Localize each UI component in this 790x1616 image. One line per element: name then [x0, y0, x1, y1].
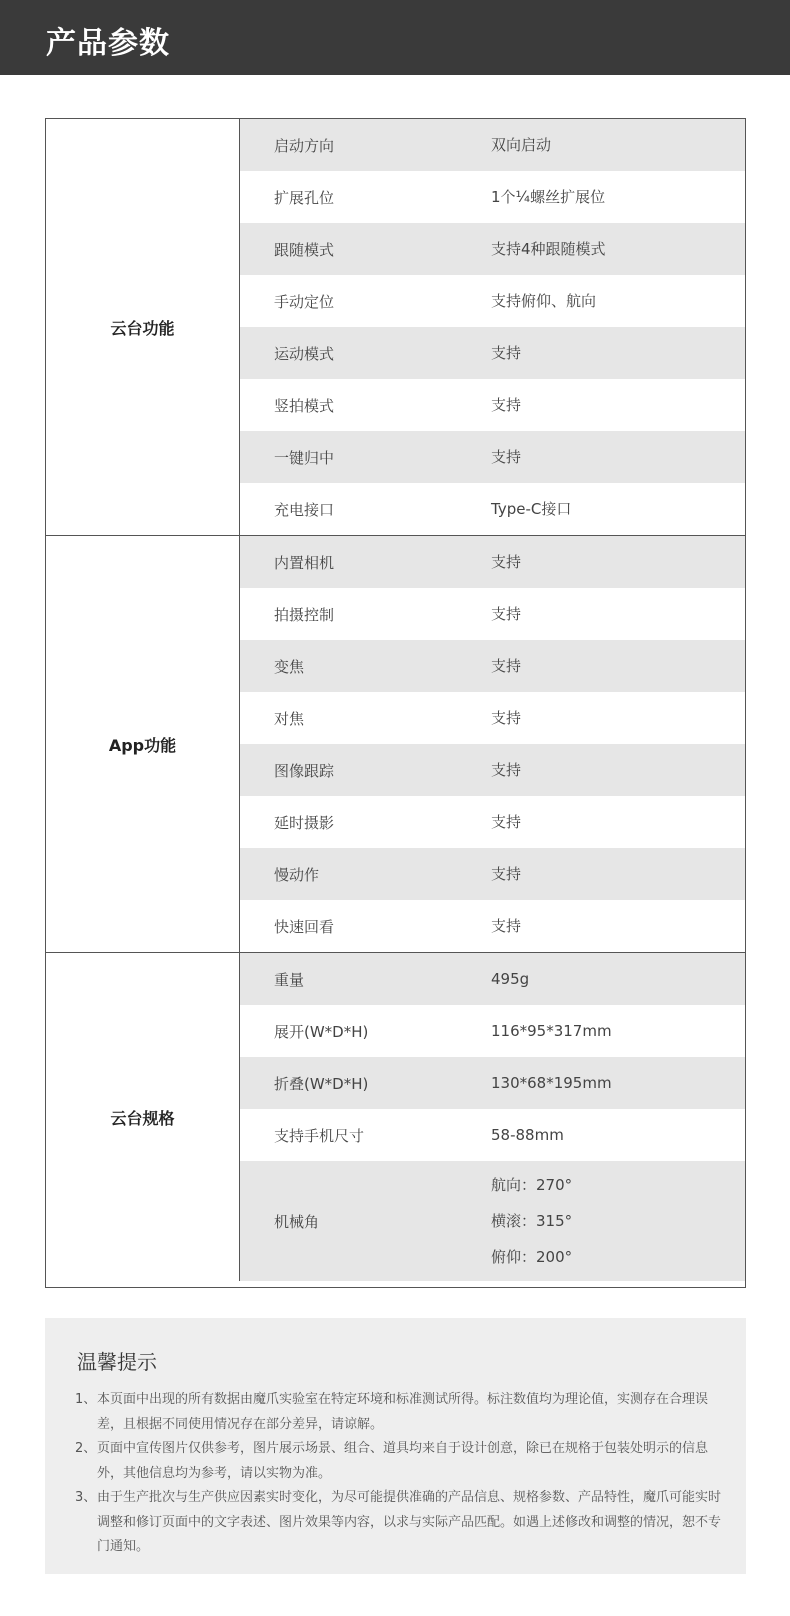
note-number: 3、	[75, 1490, 97, 1505]
note-text: 本页面中出现的所有数据由魔爪实验室在特定环境和标准测试所得。标注数值均为理论值，实测存在合理误差，且根据不同使用情况存在部分差异，请谅解。	[97, 1392, 709, 1432]
category-label: 云台功能	[110, 318, 175, 338]
spec-value-line: 116*95*317mm	[491, 1022, 612, 1040]
spec-name: 变焦	[274, 657, 305, 676]
spec-value-line: 支持	[491, 657, 522, 675]
spec-row	[240, 119, 745, 171]
spec-value	[491, 848, 521, 900]
spec-value	[491, 1057, 612, 1109]
spec-value-line: 俯仰：200°	[491, 1248, 573, 1266]
spec-value-line: 双向启动	[491, 136, 552, 154]
page-header	[0, 0, 790, 75]
spec-value	[491, 1161, 572, 1281]
page-title: 产品参数	[46, 26, 170, 61]
spec-value-line: 支持	[491, 553, 522, 571]
notes-panel	[45, 1318, 746, 1574]
spec-value	[491, 119, 551, 171]
spec-row	[240, 171, 745, 223]
spec-rows	[240, 536, 745, 952]
spec-value-line: 支持	[491, 917, 522, 935]
spec-name: 一键归中	[274, 448, 335, 467]
category-cell	[46, 536, 240, 952]
spec-value-line: 支持	[491, 448, 522, 466]
spec-value	[491, 640, 521, 692]
spec-name: 延时摄影	[274, 813, 335, 832]
spec-value	[491, 1109, 564, 1161]
spec-name: 支持手机尺寸	[274, 1126, 365, 1145]
spec-row	[240, 1161, 745, 1281]
spec-value-line: 支持	[491, 709, 522, 727]
spec-row	[240, 223, 745, 275]
spec-value-line: 支持	[491, 396, 522, 414]
spec-row	[240, 953, 745, 1005]
spec-value-line: 1个¼螺丝扩展位	[491, 188, 606, 206]
spec-value	[491, 1005, 612, 1057]
spec-row	[240, 1057, 745, 1109]
spec-row	[240, 483, 745, 535]
spec-name: 手动定位	[274, 292, 335, 311]
spec-value-line: 航向：270°	[491, 1176, 573, 1194]
spec-row	[240, 588, 745, 640]
spec-name: 竖拍模式	[274, 396, 335, 415]
spec-value	[491, 379, 521, 431]
spec-table	[45, 118, 746, 1288]
spec-name: 快速回看	[274, 917, 335, 936]
spec-name: 图像跟踪	[274, 761, 335, 780]
spec-value	[491, 900, 521, 952]
spec-rows	[240, 119, 745, 535]
spec-name: 运动模式	[274, 344, 335, 363]
spec-value	[491, 327, 521, 379]
spec-row	[240, 275, 745, 327]
spec-name: 慢动作	[274, 865, 320, 884]
spec-name: 跟随模式	[274, 240, 335, 259]
spec-section	[46, 119, 745, 535]
notes-list	[75, 1388, 723, 1560]
spec-value-line: 横滚：315°	[491, 1212, 573, 1230]
spec-value	[491, 275, 596, 327]
spec-row	[240, 796, 745, 848]
spec-value-line: 支持	[491, 813, 522, 831]
spec-section	[46, 952, 745, 1281]
spec-value-line: 130*68*195mm	[491, 1074, 612, 1092]
spec-value-line: 支持俯仰、航向	[491, 292, 597, 310]
spec-value-line: 支持	[491, 865, 522, 883]
notes-title: 温馨提示	[77, 1350, 157, 1374]
spec-value-line: 支持	[491, 344, 522, 362]
spec-value-line: Type-C接口	[491, 500, 572, 518]
spec-value	[491, 744, 521, 796]
note-number: 1、	[75, 1392, 97, 1407]
spec-row	[240, 536, 745, 588]
spec-value-line: 495g	[491, 970, 530, 988]
category-cell	[46, 953, 240, 1281]
spec-row	[240, 744, 745, 796]
category-cell	[46, 119, 240, 535]
spec-row	[240, 1109, 745, 1161]
note-text: 由于生产批次与生产供应因素实时变化，为尽可能提供准确的产品信息、规格参数、产品特性，魔爪可能实时调整和修订页面中的文字表述、图片效果等内容，以求与实际产品匹配。如遇上述修改和调整的情况，恕不专门通知。	[97, 1490, 722, 1554]
category-label: App功能	[108, 735, 177, 755]
spec-row	[240, 692, 745, 744]
spec-value	[491, 483, 571, 535]
spec-name: 重量	[274, 970, 305, 989]
category-label: 云台规格	[110, 1108, 175, 1128]
spec-value	[491, 692, 521, 744]
spec-row	[240, 900, 745, 952]
spec-value	[491, 588, 521, 640]
spec-value-line: 支持	[491, 605, 522, 623]
spec-name: 内置相机	[274, 553, 335, 572]
spec-rows	[240, 953, 745, 1281]
spec-name: 机械角	[274, 1212, 320, 1231]
spec-name: 启动方向	[274, 136, 335, 155]
note-item	[75, 1437, 723, 1486]
spec-value	[491, 953, 529, 1005]
spec-value	[491, 796, 521, 848]
spec-value	[491, 536, 521, 588]
spec-row	[240, 848, 745, 900]
spec-value-line: 58-88mm	[491, 1126, 564, 1144]
spec-row	[240, 1005, 745, 1057]
spec-value	[491, 431, 521, 483]
note-item	[75, 1388, 723, 1437]
spec-name: 充电接口	[274, 500, 335, 519]
spec-row	[240, 379, 745, 431]
note-item	[75, 1486, 723, 1560]
spec-name: 扩展孔位	[274, 188, 335, 207]
spec-name: 拍摄控制	[274, 605, 335, 624]
spec-value-line: 支持	[491, 761, 522, 779]
spec-section	[46, 535, 745, 952]
spec-value	[491, 223, 606, 275]
spec-name: 展开(W*D*H)	[274, 1022, 369, 1041]
note-number: 2、	[75, 1441, 97, 1456]
spec-name: 对焦	[274, 709, 305, 728]
spec-row	[240, 327, 745, 379]
spec-value-line: 支持4种跟随模式	[491, 240, 606, 258]
spec-value	[491, 171, 605, 223]
spec-row	[240, 431, 745, 483]
spec-row	[240, 640, 745, 692]
spec-name: 折叠(W*D*H)	[274, 1074, 369, 1093]
note-text: 页面中宣传图片仅供参考，图片展示场景、组合、道具均来自于设计创意，除已在规格于包装处明示的信息外，其他信息均为参考，请以实物为准。	[97, 1441, 709, 1481]
